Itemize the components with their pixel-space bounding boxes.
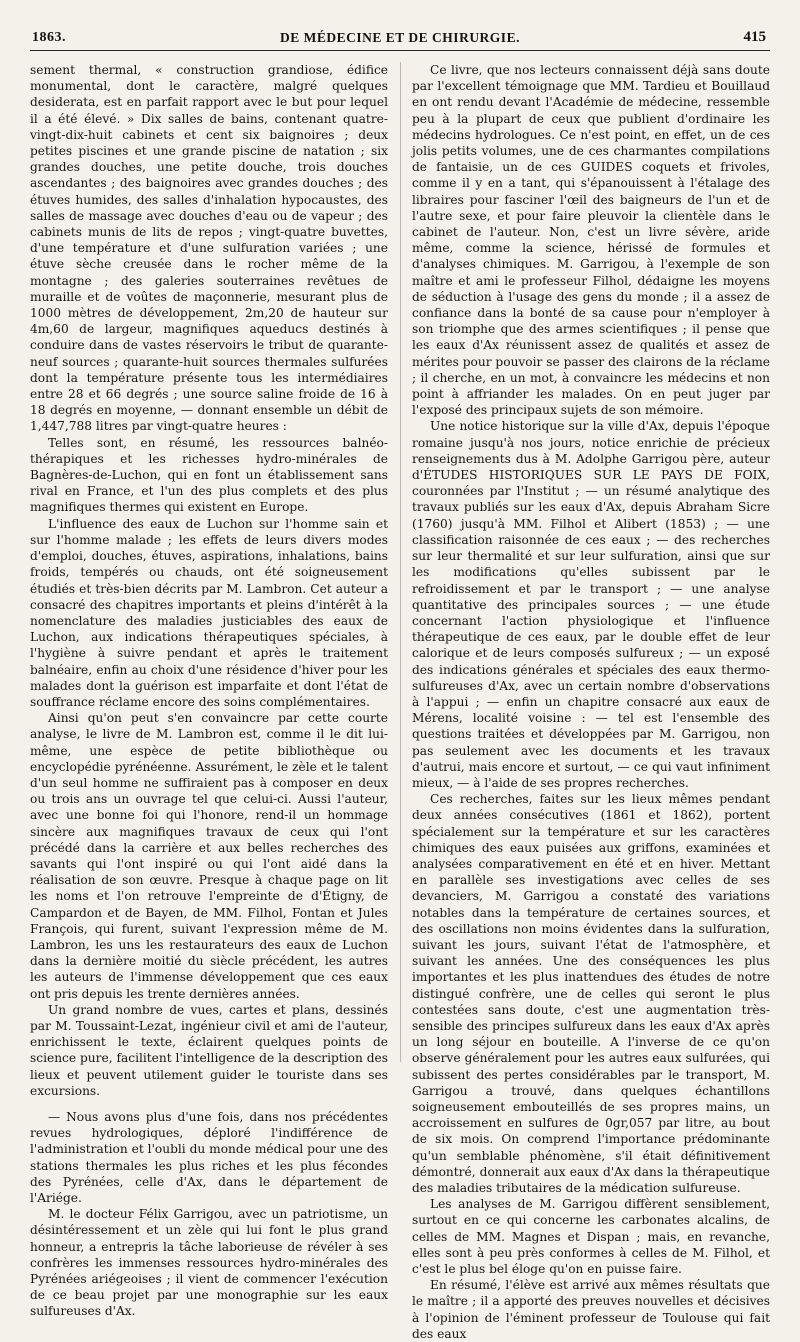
page-number: 415 (743, 29, 766, 45)
paragraph: L'influence des eaux de Luchon sur l'homme sain et sur l'homme malade ; les effets de leurs divers modes d'emploi, douches, étuves, aspirations, inhalations, bains froids, tempérés ou chauds, ont été soigneusement étudiés et très-bien décrits par M. Lambron. Cet auteur a consacré des chapitres importants et pleins d'intérêt à la nomenclature des maladies justiciables des eaux de Luchon, aux indications thérapeutiques spéciales, à l'hygiène à suivre pendant et après le traitement balnéaire, enfin au choix d'une résidence d'hiver pour les malades dont la guérison est imparfaite et dont l'état de souffrance réclame encore des soins complémentaires. (30, 516, 388, 709)
header-year: 1863. (32, 30, 66, 45)
paragraph: Un grand nombre de vues, cartes et plans, dessinés par M. Toussaint-Lezat, ingénieur civil et ami de l'auteur, enrichissent le texte, éclairent quelques points de science pure, facilitent l'intelligence de la description des lieux et peuvent utilement guider le touriste dans ses excursions. (30, 1002, 388, 1098)
journal-page (30, 28, 770, 1341)
paragraph: Ainsi qu'on peut s'en convaincre par cette courte analyse, le livre de M. Lambron est, comme il le dit lui-même, une espèce de petite bibliothèque ou encyclopédie pyrénéenne. Assurément, le zèle et le talent d'un seul homme ne suffiraient pas à composer en deux ou trois ans un ouvrage tel que celui-ci. Aussi l'auteur, avec une bonne foi qui l'honore, rend-il un hommage sincère aux magnifiques travaux de ceux qui l'ont précédé dans la carrière et aux belles recherches des savants qui l'ont inspiré ou qui l'ont aidé dans la réalisation de son œuvre. Presque à chaque page on lit les noms et l'on retrouve l'empreinte de d'Étigny, de Campardon et de Bayen, de MM. Filhol, Fontan et Jules François, qui furent, suivant l'expression même de M. Lambron, les uns les restaurateurs des eaux de Luchon dans la dernière moitié du siècle précédent, les autres les auteurs de l'immense développement que ces eaux ont pris depuis les trente dernières années. (30, 711, 388, 1001)
header-title: DE MÉDECINE ET DE CHIRURGIE. (280, 30, 520, 45)
paragraph: Les analyses de M. Garrigou diffèrent sensiblement, surtout en ce qui concerne les carbonates alcalins, de celles de MM. Magnes et Dispan ; mais, en revanche, elles sont à peu près conformes à celles de M. Filhol, et c'est le plus bel éloge qu'on en puisse faire. (412, 1197, 770, 1277)
right-column (412, 62, 770, 1342)
left-column (30, 62, 388, 1342)
paragraph: Une notice historique sur la ville d'Ax, depuis l'époque romaine jusqu'à nos jours, notice enrichie de précieux renseignements dus à M. Adolphe Garrigou père, auteur d'ÉTUDES HISTORIQUES SUR LE PAYS DE FOIX, couronnées par l'Institut ; — un résumé analytique des travaux publiés sur les eaux d'Ax, depuis Abraham Sicre (1760) jusqu'à MM. Filhol et Alibert (1853) ; — une classification raisonnée de ces eaux ; — des recherches sur leur thermalité et sur leur sulfuration, ainsi que sur les modifications qu'elles subissent par le refroidissement et par le transport ; — une analyse quantitative des principales sources ; — une étude concernant l'action physiologique et l'influence thérapeutique de ces eaux, par le double effet de leur calorique et de leurs composés sulfureux ; — un exposé des indications générales et spéciales des eaux thermo-sulfureuses d'Ax, avec un certain nombre d'observations à l'appui ; — enfin un chapitre consacré aux eaux de Mérens, localité voisine : — tel est l'ensemble des questions traitées et développées par M. Garrigou, non pas seulement avec les documents et les travaux d'autrui, mais encore et surtout, — ce qui vaut infiniment mieux, — à l'aide de ses propres recherches. (412, 419, 770, 790)
paragraph: — Nous avons plus d'une fois, dans nos précédentes revues hydrologiques, déploré l'indifférence de l'administration et l'oubli du monde médical pour une des stations thermales les plus riches et les plus fécondes des Pyrénées, celle d'Ax, dans le département de l'Ariége. (30, 1110, 388, 1206)
section-gap (30, 1099, 388, 1109)
paragraph: Ce livre, que nos lecteurs connaissent déjà sans doute par l'excellent témoignage que MM. Tardieu et Bouillaud en ont rendu devant l'Académie de médecine, ressemble peu à la plupart de ceux que publient d'ordinaire les médecins hydrologues. Ce n'est point, en effet, un de ces jolis petits volumes, une de ces charmantes compilations de fantaisie, un de ces GUIDES coquets et frivoles, comme il y en a tant, qui s'épanouissent à l'étalage des libraires pour fasciner l'œil des baigneurs de l'un et de l'autre sexe, et pour faire pleuvoir la clientèle dans le cabinet de l'auteur. Non, c'est un livre sévère, aride même, comme la science, hérissé de formules et d'analyses chimiques. M. Garrigou, à l'exemple de son maître et ami le professeur Filhol, dédaigne les moyens de séduction à l'usage des gens du monde ; il a assez de confiance dans la bonté de sa cause pour n'employer à son triomphe que des armes scientifiques ; il pense que les eaux d'Ax réunissent assez de qualités et assez de mérites pour pouvoir se passer des clairons de la réclame ; il cherche, en un mot, à convaincre les médecins et non point à affriander les malades. On en peut juger par l'exposé des principaux sujets de son mémoire. (412, 63, 770, 418)
paragraph: sement thermal, « construction grandiose, édifice monumental, dont le caractère, malgré quelques desiderata, est en parfait rapport avec le but pour lequel il a été élevé. » Dix salles de bains, contenant quatre-vingt-dix-huit cabinets et cent six baignoires ; deux petites piscines et une grande piscine de natation ; six grandes douches, une petite douche, trois douches ascendantes ; des baignoires avec grandes douches ; des étuves humides, des salles d'inhalation hypocaustes, des salles de massage avec douches d'eau ou de vapeur ; des cabinets munis de lits de repos ; vingt-quatre buvettes, d'une température et d'une sulfuration variées ; une étuve sèche creusée dans le rocher même de la montagne ; des galeries souterraines revêtues de muraille et de voûtes de maçonnerie, mesurant plus de 1000 mètres de développement, 2m,20 de hauteur sur 4m,60 de largeur, magnifiques aqueducs destinés à conduire dans de vastes réservoirs le tribut de quarante-neuf sources ; quarante-huit sources thermales sulfurées dont la température présente tous les intermédiaires entre 28 et 66 degrés ; une source saline froide de 16 à 18 degrés en moyenne, — donnant ensemble un débit de 1,447,788 litres par vingt-quatre heures : (30, 63, 388, 434)
text-columns (30, 62, 770, 1342)
paragraph: En résumé, l'élève est arrivé aux mêmes résultats que le maître ; il a apporté des preuves nouvelles et décisives à l'opinion de l'éminent professeur de Toulouse qui fait des eaux (412, 1278, 770, 1341)
paragraph: M. le docteur Félix Garrigou, avec un patriotisme, un désintéressement et un zèle qui lui font le plus grand honneur, a entrepris la tâche laborieuse de révéler à ses confrères les immenses ressources hydro-minérales des Pyrénées ariégeoises ; il vient de commencer l'exécution de ce beau projet par une monographie sur les eaux sulfureuses d'Ax. (30, 1207, 388, 1319)
paragraph: Telles sont, en résumé, les ressources balnéo-thérapiques et les richesses hydro-minérales de Bagnères-de-Luchon, qui en font un établissement sans rival en France, et l'un des plus complets et des plus magnifiques thermes qui existent en Europe. (30, 435, 388, 515)
running-header (30, 28, 770, 51)
paragraph: Ces recherches, faites sur les lieux mêmes pendant deux années consécutives (1861 et 1862), portent spécialement sur la température et sur les caractères chimiques des eaux puisées aux griffons, examinées et analysées comparativement en été et en hiver. Mettant en parallèle ses investigations avec celles de ses devanciers, M. Garrigou a constaté des variations notables dans la température de certaines sources, et des oscillations non moins évidentes dans la sulfuration, suivant les jours, suivant l'état de l'atmosphère, et suivant les années. Une des conséquences les plus importantes et les plus inattendues des études de notre distingué confrère, une de celles qui seront le plus contestées sans doute, c'est une augmentation très-sensible des principes sulfureux dans les eaux d'Ax après un long séjour en bouteille. A l'inverse de ce qu'on observe généralement pour les autres eaux sulfurées, qui subissent des pertes considérables par le transport, M. Garrigou a trouvé, dans quelques échantillons soigneusement embouteillés de ses propres mains, un accroissement en sulfures de 0gr,057 par litre, au bout de six mois. On comprend l'importance prédominante qu'un semblable phénomène, s'il était définitivement démontré, donnerait aux eaux d'Ax dans la thérapeutique des maladies tributaires de la médication sulfureuse. (412, 792, 770, 1196)
